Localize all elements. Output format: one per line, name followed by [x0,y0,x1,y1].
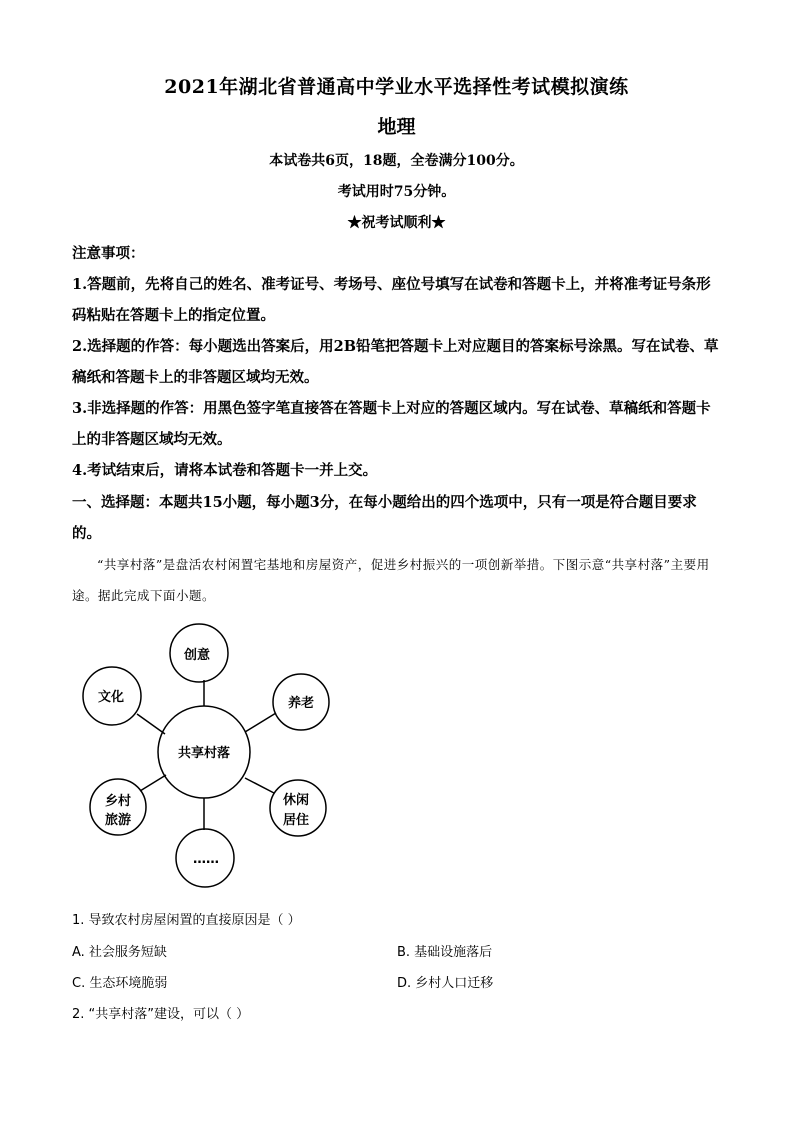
node-leisure-label-2: 居住 [282,813,310,828]
node-culture-label: 文化 [97,690,125,705]
section-heading: 一、选择题：本题共15小题，每小题3分，在每小题给出的四个选项中，只有一项是符合题目要求的。 [72,494,697,542]
node-more-label: …… [193,852,219,867]
notice-item-4: 4.考试结束后，请将本试卷和答题卡一并上交。 [72,462,378,479]
node-tourism-label-2: 旅游 [104,813,132,828]
node-leisure-label-1: 休闲 [282,793,310,808]
passage-intro: “共享村落”是盘活农村闲置宅基地和房屋资产，促进乡村振兴的一项创新举措。下图示意“共享村落”主要用途。据此完成下面小题。 [72,557,710,603]
exam-title: 2021年湖北省普通高中学业水平选择性考试模拟演练 [164,76,629,98]
notice-item-3: 3.非选择题的作答：用黑色签字笔直接答在答题卡上对应的答题区域内。写在试卷、草稿纸和答题卡上的非答题区域均无效。 [72,400,711,448]
q1-option-c: C. 生态环境脆弱 [72,976,168,991]
info-time: 考试用时75分钟。 [337,184,456,200]
connector-tourism [140,775,166,791]
connector-leisure [245,778,274,793]
wish-line: ★祝考试顺利★ [347,215,446,231]
shared-village-diagram [70,610,350,900]
q1-stem: 1. 导致农村房屋闲置的直接原因是（ ） [72,913,301,928]
info-pages: 本试卷共6页，18题，全卷满分100分。 [269,153,524,169]
node-creative-label: 创意 [183,648,211,663]
notice-item-1: 1.答题前，先将自己的姓名、准考证号、考场号、座位号填写在试卷和答题卡上，并将准考证号条形码粘贴在答题卡上的指定位置。 [72,276,711,324]
notice-heading: 注意事项： [72,245,145,262]
q1-option-d: D. 乡村人口迁移 [397,976,494,991]
q1-option-a: A. 社会服务短缺 [72,945,167,960]
connector-elderly [245,713,276,732]
node-tourism-label-1: 乡村 [104,794,132,809]
notice-item-2: 2.选择题的作答：每小题选出答案后，用2B铅笔把答题卡上对应题目的答案标号涂黑。写在试卷、草稿纸和答题卡上的非答题区域均无效。 [72,338,719,386]
center-label: 共享村落 [177,746,231,761]
connector-culture [137,714,165,734]
q2-stem: 2. “共享村落”建设，可以（ ） [72,1007,250,1022]
subject-title: 地理 [377,116,416,138]
node-elderly-label: 养老 [287,696,315,711]
q1-option-b: B. 基础设施落后 [397,945,493,960]
